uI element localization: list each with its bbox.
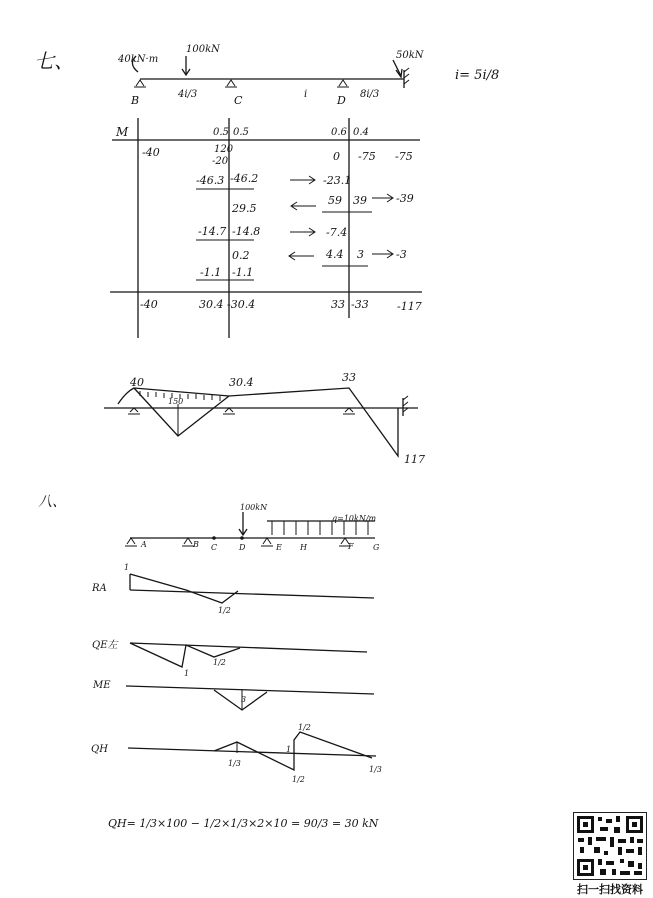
bmd-value: 117 [404,453,425,466]
il-label: QH [91,744,108,755]
stiffness-ratio: i= 5i/8 [455,68,500,83]
step5-value: -1.1 [200,266,222,279]
step4-value: 0.2 [232,249,250,262]
bmd-mid-label: 150 [168,397,184,406]
beam-label-C: C [211,543,218,552]
step4-value: -3 [396,248,407,261]
dist-factor: 0.5 [213,127,229,138]
beam-label-A: A [141,540,147,549]
step1-value: -23.1 [323,174,352,187]
il-mark: 3 [241,695,247,704]
influence-line-QE-left [92,639,367,678]
force-right-label: 50kN [396,50,424,61]
stiffness-DE: 8i/3 [360,89,380,100]
beam-label-H: H [300,543,307,552]
beam-label-B: B [193,540,199,549]
step2-value: -39 [396,192,414,205]
point-load-label: 100kN [240,503,268,512]
final-moment: -30.4 [227,298,256,311]
problem8-beam [125,503,380,552]
il-mark: 1 [124,563,130,572]
problem7-beam [117,44,499,107]
beam-label-G: G [373,543,380,552]
qr-code-icon[interactable] [573,812,647,880]
il-mark: 1/3 [228,759,241,768]
distributed-load-label: q=10kN/m [332,514,377,523]
il-mark: 1/2 [292,775,305,784]
step4-value: 3 [357,248,364,261]
fem-value: 0 [333,150,340,163]
fem-value: -75 [358,150,376,163]
step2-value: 59 [328,194,342,207]
problem8-number: 八、 [38,494,66,510]
qr-code-block[interactable] [573,812,647,894]
problem7-number: 七、 [34,49,74,73]
final-moment: -33 [351,298,369,311]
il-mark: 1 [184,669,190,678]
moment-distribution-table [110,118,422,338]
fem-value: -40 [142,146,160,159]
final-moment: 33 [331,298,345,311]
beam-label-D: D [239,543,246,552]
fem-value: -20 [212,156,229,167]
support-label-C: C [234,94,243,107]
step2-value: 29.5 [232,202,257,215]
qr-caption: 扫一扫找资料 [577,883,643,896]
step3-value: -14.8 [232,225,261,238]
beam-label-E: E [276,543,282,552]
dist-factor: 0.5 [233,127,249,138]
step5-value: -1.1 [232,266,254,279]
influence-line-QH [91,723,382,784]
step4-value: 4.4 [326,248,344,261]
table-row-label: M [116,125,129,139]
bmd-value: 33 [342,371,356,384]
il-mark: 1/2 [218,606,231,615]
bending-moment-diagram [104,371,425,466]
il-mark: 1/2 [298,723,311,732]
beam-label-F: F [348,542,354,551]
il-mark: 1/2 [213,658,226,667]
il-label: QE左 [92,640,118,651]
support-label-D: D [337,94,346,107]
force-left-label: 100kN [186,44,220,55]
influence-line-RA [91,563,374,615]
final-moment: -40 [140,298,158,311]
influence-line-ME [92,680,374,710]
stiffness-CD: i [304,89,308,100]
final-moment: -117 [397,300,422,313]
fem-value: 120 [214,144,234,155]
step3-value: -14.7 [198,225,227,238]
il-mark: 1/3 [369,765,382,774]
moment-load-label: 40kN·m [118,54,159,65]
bmd-value: 40 [130,376,144,389]
il-label: ME [93,680,111,691]
step3-value: -7.4 [326,226,348,239]
dist-factor: 0.6 [331,127,347,138]
final-calculation: QH= 1/3×100 − 1/2×1/3×2×10 = 90/3 = 30 kN [108,817,379,830]
step1-value: -46.2 [230,172,259,185]
support-label-B: B [131,94,140,107]
step1-value: -46.3 [196,174,225,187]
il-mark: 1 [286,745,292,754]
dist-factor: 0.4 [353,127,369,138]
fem-value: -75 [395,150,413,163]
stiffness-BC: 4i/3 [178,89,198,100]
step2-value: 39 [353,194,367,207]
il-label: RA [92,583,107,594]
bmd-value: 30.4 [229,376,254,389]
final-moment: 30.4 [199,298,224,311]
